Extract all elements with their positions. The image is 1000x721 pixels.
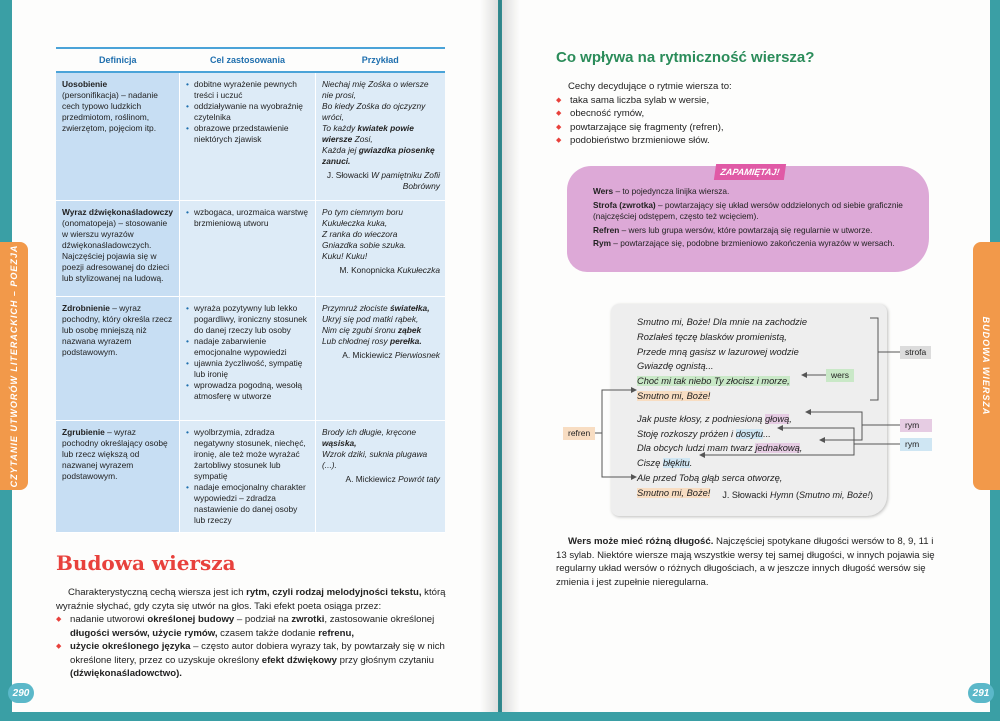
text-run: przy głośnym czytaniu — [336, 654, 435, 666]
definition-text: (personifikacja) – nadanie cech typowo ludzkich przedmiotom, roślinom, zwierzętom, pojęciom itp. — [62, 90, 158, 133]
text-run: refrenu, — [318, 627, 355, 639]
section-heading-rytmicznosc: Co wpływa na rytmiczność wiersza? — [556, 49, 815, 66]
label-rym-2: rym — [900, 438, 932, 451]
example-line: zanuci. — [322, 156, 351, 166]
table-header-przyklad: Przykład — [316, 48, 446, 72]
example-line: wróci, — [322, 112, 344, 122]
example-line: Każda jej gwiazdka piosenkę — [322, 145, 435, 155]
text-run: rytm, czyli rodzaj melodyjności tekstu, — [246, 587, 422, 598]
poem-source: J. Słowacki Hymn (Smutno mi, Boże!) — [722, 490, 873, 500]
text-run: – podział na — [234, 614, 292, 625]
definition-text: – wyraz pochodny określający osobę lub rzecz większą od nazwanej wyrazem podstawowym. — [62, 426, 168, 481]
text-run: . — [689, 458, 693, 469]
text-run: (dźwiękonaśladowctwo). — [70, 668, 182, 679]
definition-text: – wers lub grupa wersów, które powtarzają się regularnie w utworze. — [619, 224, 873, 235]
example-line: wiersze Zosi, — [322, 134, 373, 144]
refren-arrow-top — [594, 390, 636, 433]
purpose-item: • wyolbrzymia, zdradza negatywny stosunek, niechęć, ironię, ale też może wyrażać żartobliwy stosunek lub sympatię — [186, 427, 310, 482]
highlight-refren: Smutno mi, Boże! — [637, 487, 711, 498]
example-line: Ukryj się pod matki rąbek, — [322, 313, 419, 324]
text-run: Dla obcych ludzi mam twarz — [637, 443, 756, 454]
dlugosc-paragraph — [556, 535, 946, 589]
definition-term: Wers — [593, 186, 614, 196]
purpose-item: • nadaje zabarwienie emocjonalne wypowiedzi — [186, 336, 310, 358]
source-author: J. Słowacki — [326, 170, 369, 180]
section-heading-budowa: Budowa wiersza — [56, 551, 236, 575]
side-tab-right-label: BUDOWA WIERSZA — [981, 316, 991, 416]
purpose-item: • wyraża pozytywny lub lekko pogardliwy, ironiczny stosunek do danej rzeczy lub osoby — [186, 303, 310, 336]
poem-line: Ale przed Tobą głąb serca otworzę, — [637, 472, 783, 483]
side-tab-left-label: CZYTANIE UTWORÓW LITERACKICH – POEZJA — [9, 244, 19, 488]
page-number-right: 291 — [968, 683, 994, 703]
example-line: Lub chłodnej rosy perełka. — [322, 335, 422, 346]
purpose-item: • obrazowe przedstawienie niektórych zjawisk — [186, 123, 310, 145]
source-title: Pierwiosnek — [394, 349, 440, 360]
example-line: To każdy kwiatek powie — [322, 123, 414, 133]
rym-arrow-1b — [820, 425, 862, 440]
highlight-rym: głową — [765, 413, 790, 424]
source-title: Hymn — [769, 490, 794, 500]
term-label: Uosobienie — [62, 79, 108, 89]
rym-arrow-2b — [700, 444, 854, 455]
text-run: , zastosowanie określonej — [324, 614, 435, 625]
text-run: Ciszę — [637, 458, 663, 469]
definition-text: (onomatopeja) – stosowanie w wierszu wyrazów dźwiękonaśladowczych. Najczęściej pojawia się w poezji adresowanej do dzieci lub stylizowanej na ludową. — [62, 217, 170, 283]
purpose-item: • ujawnia życzliwość, sympatię lub ironię — [186, 358, 310, 380]
text-run: Charakterystyczną cechą wiersza jest ich — [68, 587, 247, 598]
highlight-refren: Smutno mi, Boże! — [637, 390, 711, 401]
source-subtitle: Smutno mi, Boże! — [798, 490, 870, 500]
term-label: Zdrobnienie — [62, 302, 110, 313]
list-item: ◆ obecność rymów, — [556, 107, 936, 121]
text-run: Najczęściej spotykane długości wersów to 8, 9, 11 i 13 sylab. Niektóre wiersze mają wszystkie wersy tej samej długości, w innych pojawia się regularny układ wersów o różnych długościach, a w jeszcze innych długość wersów się zmienia i jest zupełnie nieregularna. — [556, 536, 935, 588]
example-line: Z ranka do wieczora — [322, 228, 398, 239]
label-strofa: strofa — [900, 346, 931, 359]
strofa-bracket — [870, 318, 878, 400]
highlight-rym: błękitu — [662, 458, 690, 469]
list-item: ◆ powtarzające się fragmenty (refren), — [556, 121, 936, 135]
definition-text: – to pojedyncza linijka wiersza. — [613, 186, 730, 196]
definition-term: Refren — [593, 224, 620, 235]
source-author: A. Mickiewicz — [345, 473, 396, 484]
purpose-item: • oddziaływanie na wyobraźnię czytelnika — [186, 101, 310, 123]
poem-line: Rozlałeś tęczę blasków promienistą, — [637, 331, 787, 342]
example-line: nie prosi, — [322, 90, 356, 100]
example-line: wąsiska, — [322, 437, 357, 448]
definition-term: Strofa (zwrotka) — [593, 199, 656, 210]
list-item: ◆ podobieństwo brzmieniowe słów. — [556, 134, 936, 148]
example-line: Kukułeczka kuka, — [322, 217, 388, 228]
poem-line: Przede mną gasisz w lazurowej wodzie — [637, 346, 799, 357]
text-run: czasem także dodanie — [217, 627, 319, 639]
text-run: efekt dźwiękowy — [261, 654, 337, 666]
example-line: Brody ich długie, kręcone — [322, 426, 417, 437]
definition-text: – wyraz pochodny, który określa rzecz lub osobę mniejszą niż nazwana wyrazem podstawowym. — [62, 302, 173, 357]
label-refren: refren — [563, 427, 595, 440]
purpose-item: • wzbogaca, urozmaica warstwę brzmieniową utworu — [186, 207, 310, 229]
source-author: M. Konopnicka — [339, 264, 395, 275]
text-run: którą wyraźnie słychać, gdy czyta się utwór na głos. Taki efekt poeta osiąga przez: — [56, 587, 446, 612]
definition-term: Rym — [593, 238, 611, 248]
refren-arrow-bottom — [602, 433, 636, 477]
purpose-item: • wprowadza pogodną, wesołą atmosferę w utworze — [186, 380, 310, 402]
table-header-definicja: Definicja — [56, 48, 180, 72]
table-header-cel: Cel zastosowania — [180, 48, 316, 72]
text-run: , — [789, 413, 792, 424]
text-run: Stoję rozkoszy próżen i — [637, 428, 736, 439]
example-line: Kuku! Kuku! — [322, 250, 368, 261]
definition-text: – powtarzający się układ wersów oddzielonych od siebie graficznie (najczęściej odstępem, często też wcięciem). — [593, 199, 903, 221]
rym-arrow-1a — [806, 412, 900, 425]
page-number-left: 290 — [8, 683, 34, 703]
text-run: nadanie utworowi — [70, 614, 148, 625]
list-item: ◆ taka sama liczba sylab w wersie, — [556, 94, 936, 108]
purpose-item: • dobitne wyrażenie pewnych treści i uczuć — [186, 79, 310, 101]
example-line: Przymruż złociste światełka, — [322, 302, 430, 313]
source-title: W pamiętniku Zofii Bobrówny — [371, 170, 440, 191]
dlugosc-text — [556, 535, 946, 589]
zapamietaj-label: ZAPAMIĘTAJ! — [714, 164, 786, 180]
rym-arrow-2a — [778, 428, 900, 444]
example-line: (...). — [322, 459, 337, 470]
example-line: Niechaj mię Zośka o wiersze — [322, 79, 429, 89]
highlight-rym: dosytu — [735, 428, 764, 439]
example-line: Bo kiedy Zośka do ojczyzny — [322, 101, 426, 111]
text-run: ... — [763, 428, 771, 439]
rytmicznosc-lead: Cechy decydujące o rytmie wiersza to: — [568, 81, 732, 92]
term-label: Wyraz dźwiękonaśladowczy — [62, 206, 174, 217]
purpose-item: • nadaje emocjonalny charakter wypowiedzi – zdradza nastawienie do danej osoby lub rzeczy — [186, 482, 310, 526]
definition-text: – powtarzające się, podobne brzmieniowo zakończenia wyrazów w wersach. — [610, 238, 895, 248]
text-run: , — [799, 443, 803, 454]
source-title: Kukułeczka — [397, 264, 440, 275]
text-run: Jak puste kłosy, z podniesioną — [637, 413, 765, 424]
text-run: długości wersów, użycie rymów, — [70, 627, 218, 639]
poem-line: Gwiazdę ognistą... — [637, 361, 714, 372]
label-wers: wers — [826, 369, 854, 382]
text-run: – często autor dobiera wyrazy tak, by powtarzały się w nich określone litery, przez co uzyskuje określony — [70, 641, 445, 666]
poem-line: Smutno mi, Boże! Dla mnie na zachodzie — [637, 317, 808, 327]
example-line: Nim cię zgubi śronu ząbek — [322, 324, 422, 335]
source-title: Powrót taty — [398, 473, 440, 484]
highlight-rym: jednakową — [755, 443, 800, 454]
term-label: Zgrubienie — [62, 426, 105, 437]
text-run: Wers może mieć różną długość. — [568, 536, 714, 547]
text-run: użycie określonego języka — [70, 641, 191, 652]
highlight-wers: Choć mi tak niebo Ty złocisz i morze, — [637, 376, 790, 387]
text-run: określonej budowy — [147, 614, 235, 625]
source-author: J. Słowacki — [722, 490, 768, 500]
example-line: Wzrok dziki, suknia plugawa — [322, 448, 428, 459]
example-line: Gniazdka sobie szuka. — [322, 239, 407, 250]
source-author: A. Mickiewicz — [342, 349, 393, 360]
label-rym-1: rym — [900, 419, 932, 432]
example-line: Po tym ciemnym boru — [322, 206, 403, 217]
text-run: zwrotki — [291, 614, 325, 625]
